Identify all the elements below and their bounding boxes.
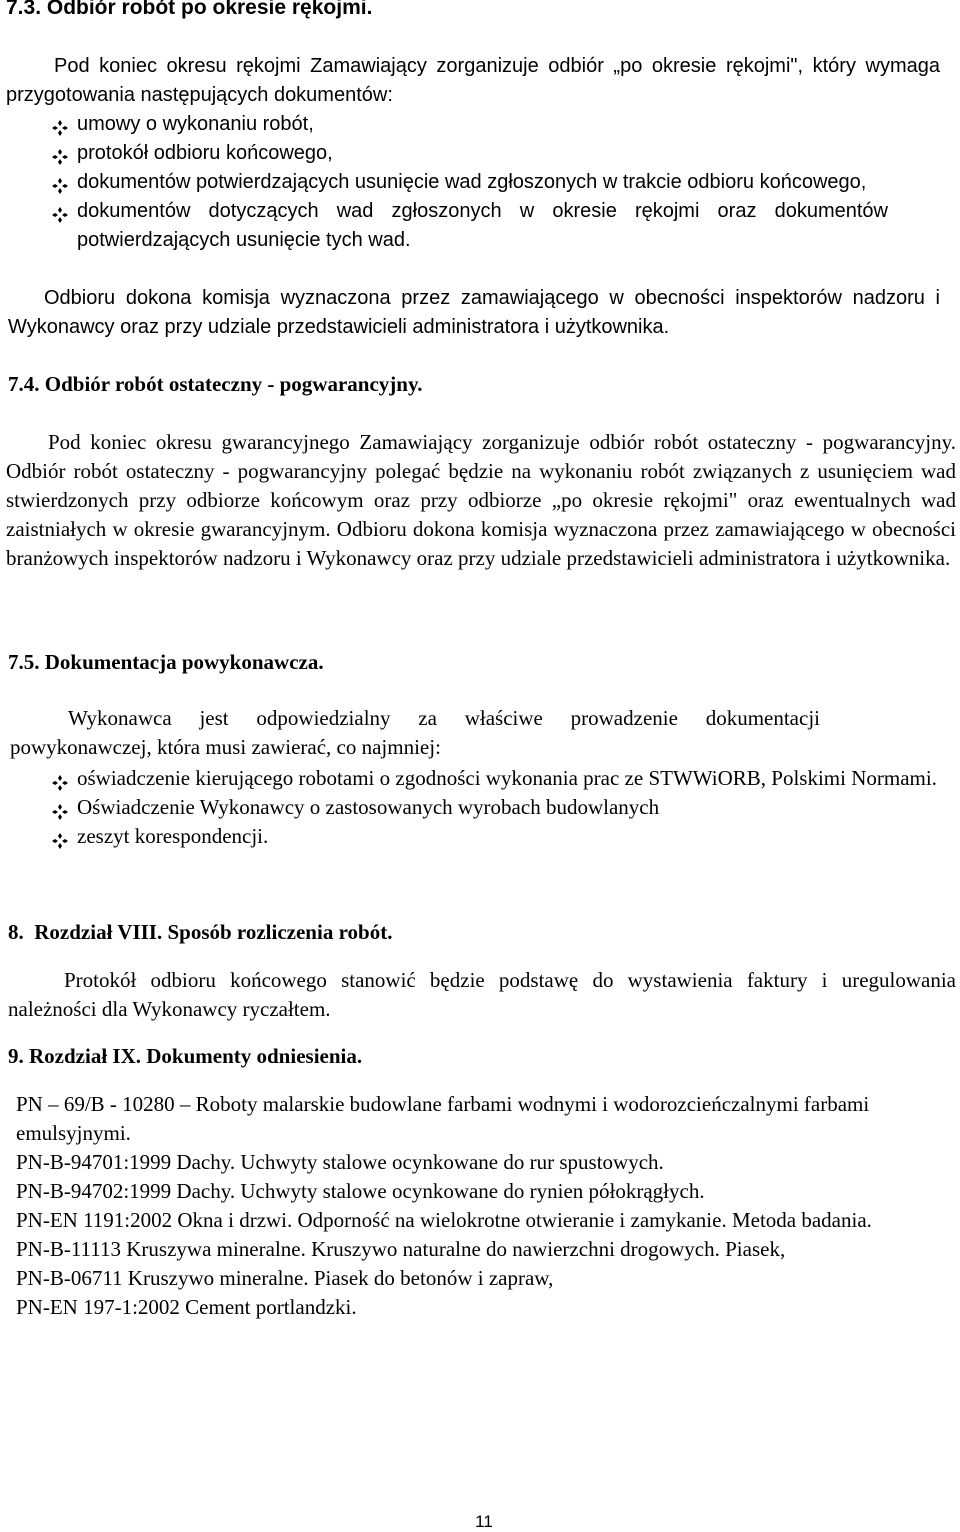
- section-7-5-list: [0, 764, 960, 851]
- list-item: Oświadczenie Wykonawcy o zastosowanych wyrobach budowlanych: [0, 793, 960, 822]
- list-item: protokół odbioru końcowego,: [0, 139, 960, 168]
- section-7-3-intro: Pod koniec okresu rękojmi Zamawiający zorganizuje odbiór „po okresie rękojmi", który wymaga przygotowania następujących dokumentów:: [6, 55, 940, 106]
- section-8-paragraph: Protokół odbioru końcowego stanowić będzie podstawę do wystawienia faktury i uregulowania należności dla Wykonawcy ryczałtem.: [8, 968, 956, 1021]
- section-7-4-paragraph: Pod koniec okresu gwarancyjnego Zamawiający zorganizuje odbiór robót ostateczny - pogwarancyjny. Odbiór robót ostateczny - pogwarancyjny polegać będzie na wykonaniu robót związanych z usunięciem wad stwierdzonych przy odbiorze końcowym oraz przy odbiorze „po okresie rękojmi" oraz ewentualnych wad zaistniałych w okresie gwarancyjnym. Odbioru dokona komisja wyznaczona przez zamawiającego w obecności branżowych inspektorów nadzoru i Wykonawcy oraz przy udziale przedstawicieli administratora i użytkownika.: [6, 430, 956, 570]
- list-item: dokumentów potwierdzających usunięcie wad zgłoszonych w trakcie odbioru końcowego,: [0, 168, 960, 197]
- section-7-5-intro: Wykonawca jest odpowiedzialny za właściwe prowadzenie dokumentacji powykonawczej, która musi zawierać, co najmniej:: [10, 706, 820, 759]
- references-list: [0, 1090, 960, 1322]
- reference-item: PN-B-11113 Kruszywa mineralne. Kruszywo naturalne do nawierzchni drogowych. Piasek,: [16, 1237, 786, 1261]
- reference-item: PN-B-94702:1999 Dachy. Uchwyty stalowe ocynkowane do rynien półokrągłych.: [16, 1179, 705, 1203]
- section-7-3-list: [0, 110, 960, 255]
- diamond-bullet-icon: [52, 116, 68, 132]
- section-7-3-heading: 7.3. Odbiór robót po okresie rękojmi.: [6, 0, 373, 19]
- reference-item: PN-B-94701:1999 Dachy. Uchwyty stalowe ocynkowane do rur spustowych.: [16, 1150, 664, 1174]
- list-item: zeszyt korespondencji.: [0, 822, 960, 851]
- diamond-bullet-icon: [52, 203, 68, 219]
- page-number: 11: [475, 1512, 493, 1531]
- diamond-bullet-icon: [52, 828, 68, 844]
- section-8-heading: 8. Rozdział VIII. Sposób rozliczenia robót.: [8, 920, 393, 944]
- reference-item: PN-B-06711 Kruszywo mineralne. Piasek do betonów i zapraw,: [16, 1266, 554, 1290]
- reference-item: PN-EN 1191:2002 Okna i drzwi. Odporność na wielokrotne otwieranie i zamykanie. Metoda badania.: [16, 1208, 872, 1232]
- diamond-bullet-icon: [52, 145, 68, 161]
- diamond-bullet-icon: [52, 799, 68, 815]
- section-9-heading: 9. Rozdział IX. Dokumenty odniesienia.: [8, 1044, 363, 1068]
- reference-item: PN – 69/B - 10280 – Roboty malarskie budowlane farbami wodnymi i wodorozcieńczalnymi farbami emulsyjnymi.: [16, 1092, 870, 1145]
- section-7-5-heading: 7.5. Dokumentacja powykonawcza.: [8, 650, 324, 674]
- diamond-bullet-icon: [52, 174, 68, 190]
- reference-item: PN-EN 197-1:2002 Cement portlandzki.: [16, 1295, 357, 1319]
- list-item: dokumentów dotyczących wad zgłoszonych w okresie rękojmi oraz dokumentów potwierdzających usunięcie tych wad.: [0, 197, 960, 255]
- list-item: umowy o wykonaniu robót,: [0, 110, 960, 139]
- section-7-4-heading: 7.4. Odbiór robót ostateczny - pogwarancyjny.: [8, 372, 423, 396]
- diamond-bullet-icon: [52, 770, 68, 786]
- section-7-3-closing: Odbioru dokona komisja wyznaczona przez zamawiającego w obecności inspektorów nadzoru i Wykonawcy oraz przy udziale przedstawicieli administratora i użytkownika.: [8, 287, 940, 338]
- list-item: oświadczenie kierującego robotami o zgodności wykonania prac ze STWWiORB, Polskimi Normami.: [0, 764, 960, 793]
